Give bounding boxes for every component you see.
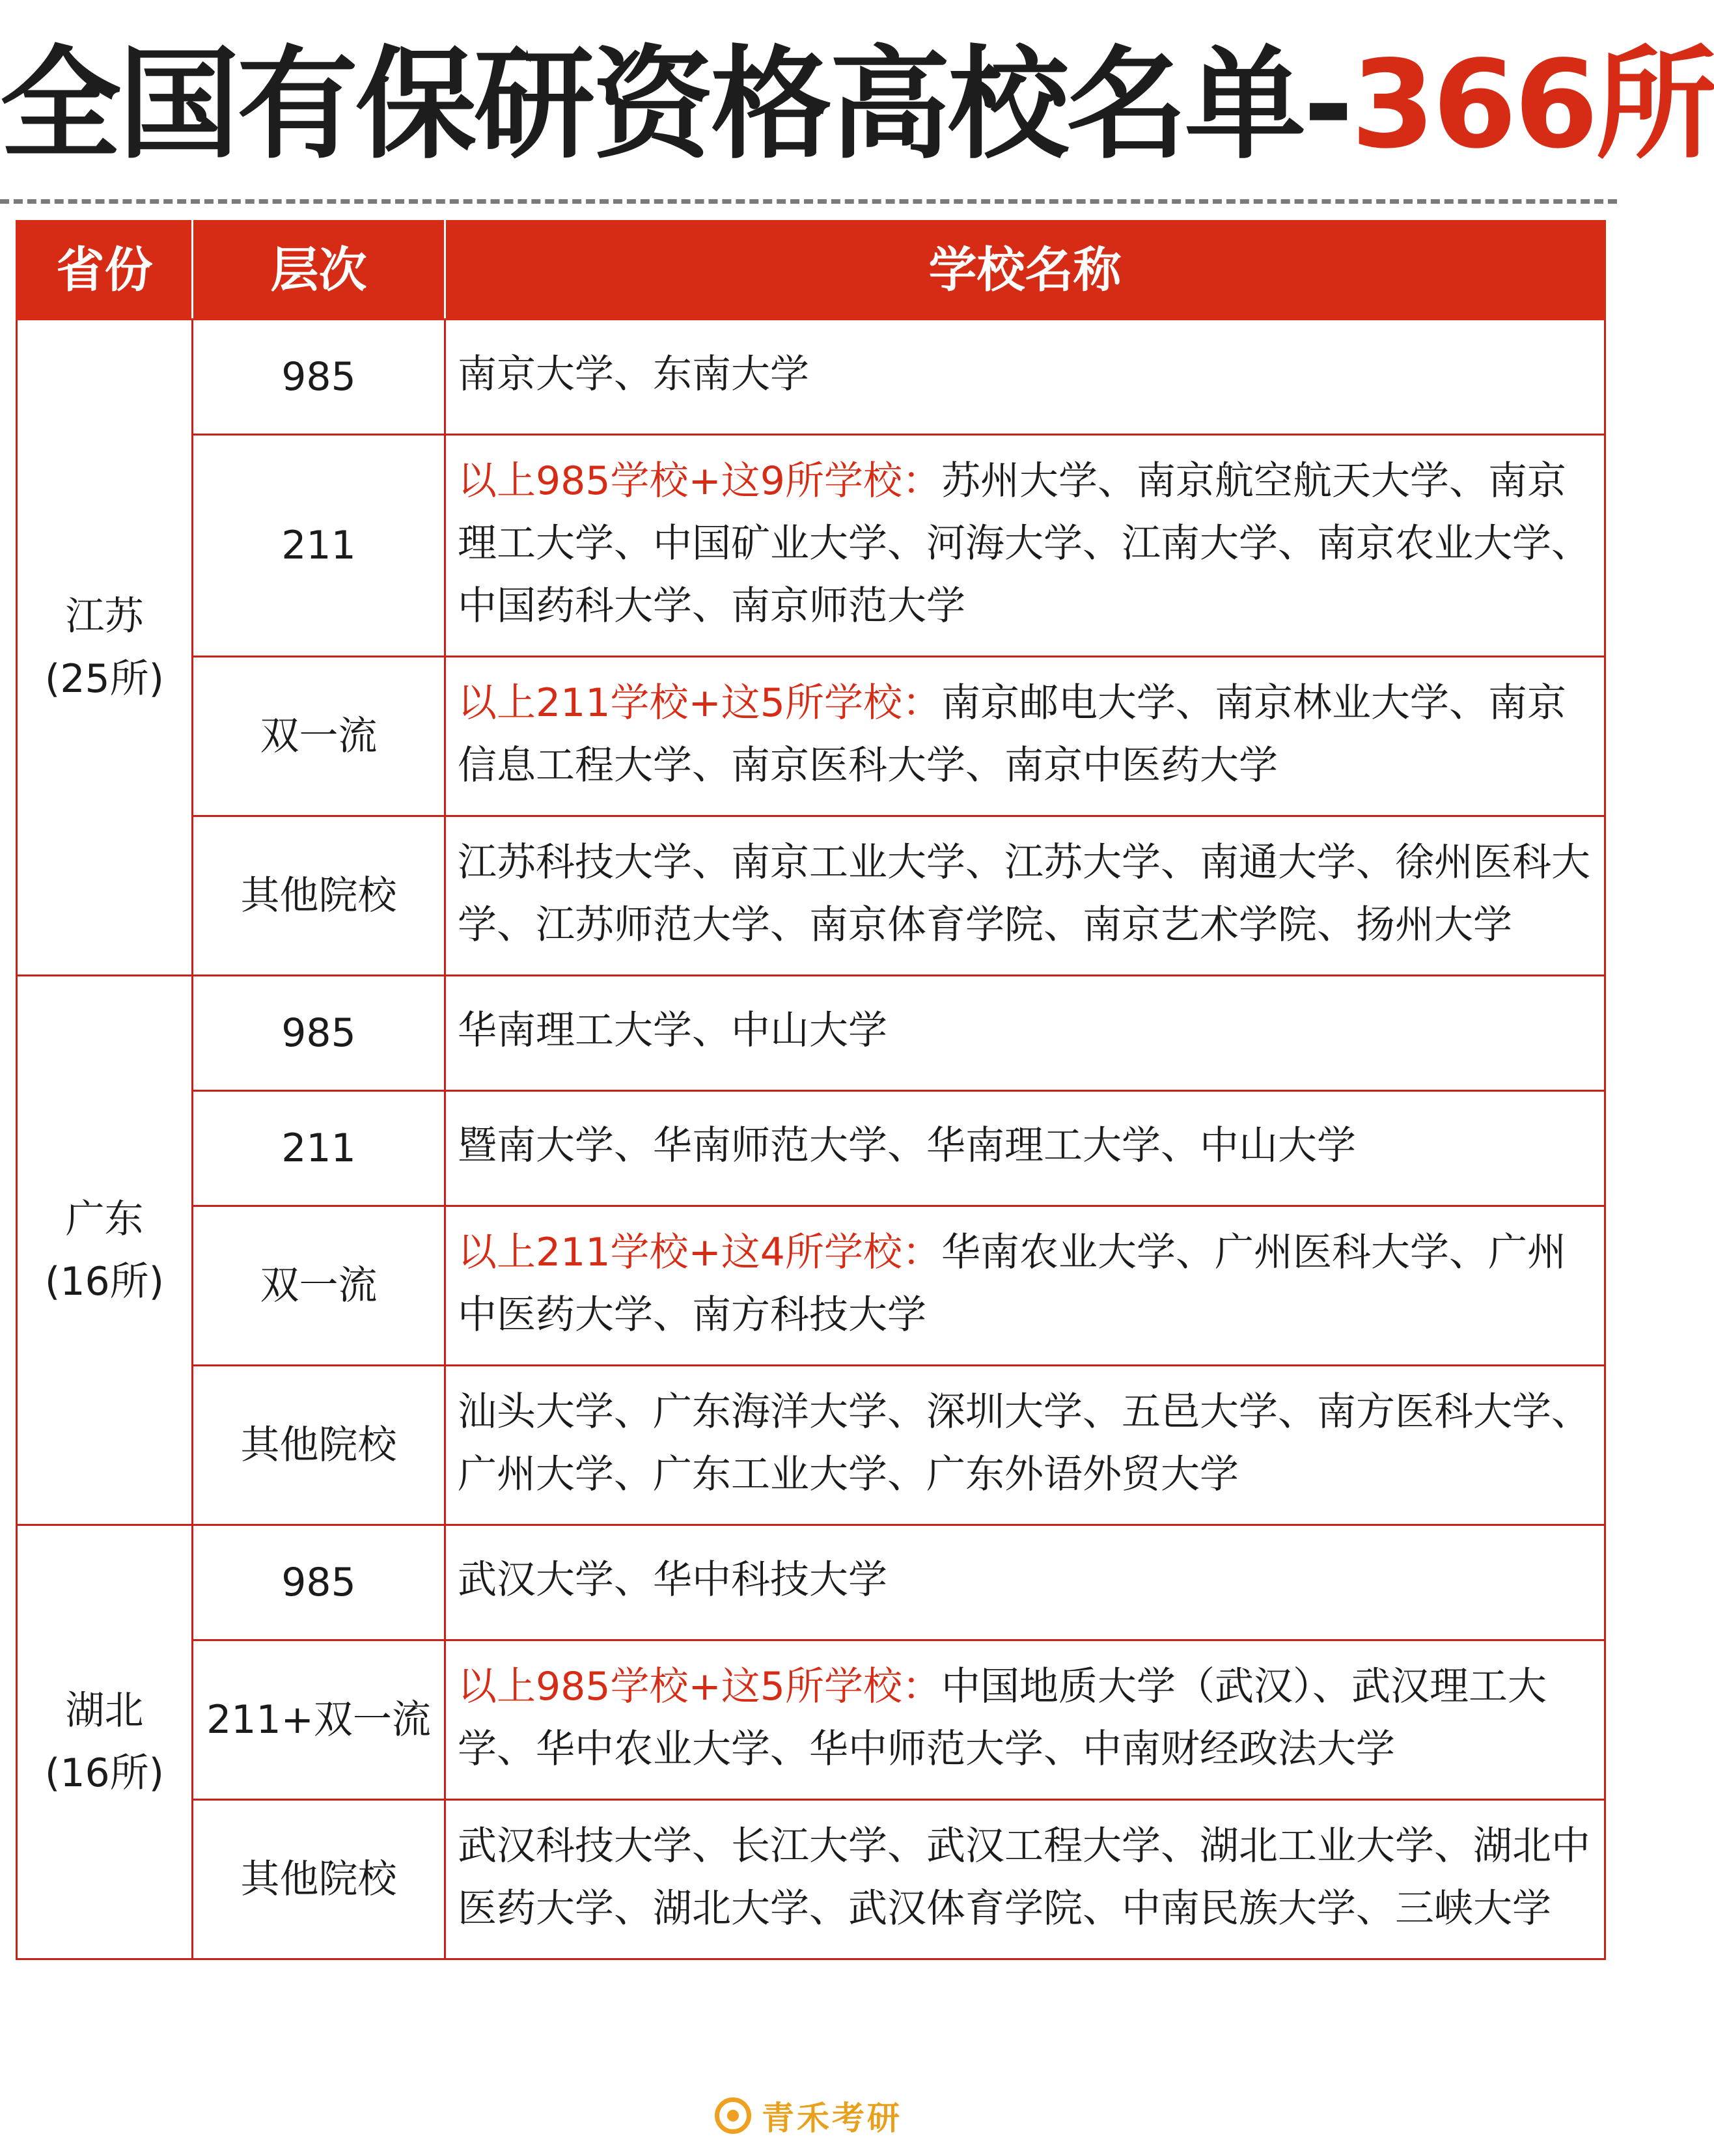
school-list: 中国地质大学（武汉）、武汉理工大学、华中农业大学、华中师范大学、中南财经政法大学 — [458, 1664, 1547, 1772]
header-province: 省份 — [17, 221, 193, 320]
tier-cell: 双一流 — [193, 1206, 445, 1366]
highlight-text: 以上985学校+这5所学校： — [458, 1664, 941, 1709]
dashed-divider — [0, 199, 1617, 204]
table-row — [17, 1640, 1605, 1800]
table-row — [17, 976, 1605, 1091]
province-count: (16所) — [44, 1750, 165, 1796]
school-list: 汕头大学、广东海洋大学、深圳大学、五邑大学、南方医科大学、广州大学、广东工业大学、广东外语外贸大学 — [458, 1389, 1590, 1497]
school-names-cell — [445, 1525, 1605, 1640]
table-row — [17, 435, 1605, 657]
province-cell-jiangsu — [17, 320, 193, 976]
tier-cell: 其他院校 — [193, 816, 445, 976]
school-list: 南京邮电大学、南京林业大学、南京信息工程大学、南京医科大学、南京中医药大学 — [458, 680, 1566, 788]
school-names-cell — [445, 1640, 1605, 1800]
title-count: 366所 — [1351, 34, 1714, 175]
table-row — [17, 657, 1605, 816]
school-list: 华南理工大学、中山大学 — [458, 1008, 887, 1053]
school-names-cell — [445, 816, 1605, 976]
title-main: 全国有保研资格高校名单- — [0, 34, 1351, 175]
table-row — [17, 320, 1605, 435]
tier-cell: 985 — [193, 320, 445, 435]
province-name: 湖北 — [65, 1688, 144, 1734]
tier-cell: 985 — [193, 976, 445, 1091]
highlight-text: 以上211学校+这4所学校： — [458, 1230, 941, 1275]
table-row — [17, 816, 1605, 976]
school-names-cell — [445, 1091, 1605, 1206]
table-row — [17, 1366, 1605, 1525]
brand-name: 青禾考研 — [762, 2099, 902, 2137]
province-cell-guangdong — [17, 976, 193, 1525]
tier-cell: 其他院校 — [193, 1800, 445, 1959]
university-table — [16, 220, 1606, 1960]
table-row — [17, 1206, 1605, 1366]
province-name: 江苏 — [65, 593, 144, 639]
school-list: 南京大学、东南大学 — [458, 352, 809, 397]
header-school-names: 学校名称 — [445, 221, 1605, 320]
school-list: 武汉科技大学、长江大学、武汉工程大学、湖北工业大学、湖北中医药大学、湖北大学、武汉体育学院、中南民族大学、三峡大学 — [458, 1823, 1590, 1931]
tier-cell: 其他院校 — [193, 1366, 445, 1525]
school-names-cell — [445, 435, 1605, 657]
tier-cell: 211+双一流 — [193, 1640, 445, 1800]
school-list: 江苏科技大学、南京工业大学、江苏大学、南通大学、徐州医科大学、江苏师范大学、南京体育学院、南京艺术学院、扬州大学 — [458, 840, 1590, 948]
header-tier: 层次 — [193, 221, 445, 320]
qinghe-logo-icon — [715, 2097, 751, 2134]
footer-brand — [0, 2090, 1617, 2142]
highlight-text: 以上985学校+这9所学校： — [458, 458, 941, 504]
school-names-cell — [445, 657, 1605, 816]
school-list: 武汉大学、华中科技大学 — [458, 1557, 887, 1603]
school-list: 苏州大学、南京航空航天大学、南京理工大学、中国矿业大学、河海大学、江南大学、南京农业大学、中国药科大学、南京师范大学 — [458, 458, 1590, 629]
table-row — [17, 1091, 1605, 1206]
province-count: (25所) — [44, 656, 165, 702]
highlight-text: 以上211学校+这5所学校： — [458, 680, 941, 726]
tier-cell: 双一流 — [193, 657, 445, 816]
table-row — [17, 1800, 1605, 1959]
province-name: 广东 — [65, 1196, 144, 1242]
school-names-cell — [445, 1800, 1605, 1959]
tier-cell: 985 — [193, 1525, 445, 1640]
table-row — [17, 1525, 1605, 1640]
province-cell-hubei — [17, 1525, 193, 1959]
school-list: 暨南大学、华南师范大学、华南理工大学、中山大学 — [458, 1123, 1356, 1168]
table-header-row — [17, 221, 1605, 320]
tier-cell: 211 — [193, 435, 445, 657]
tier-cell: 211 — [193, 1091, 445, 1206]
school-names-cell — [445, 1366, 1605, 1525]
school-names-cell — [445, 320, 1605, 435]
province-count: (16所) — [44, 1258, 165, 1305]
page-title — [0, 23, 1714, 186]
school-list: 华南农业大学、广州医科大学、广州中医药大学、南方科技大学 — [458, 1230, 1566, 1338]
school-names-cell — [445, 976, 1605, 1091]
school-names-cell — [445, 1206, 1605, 1366]
